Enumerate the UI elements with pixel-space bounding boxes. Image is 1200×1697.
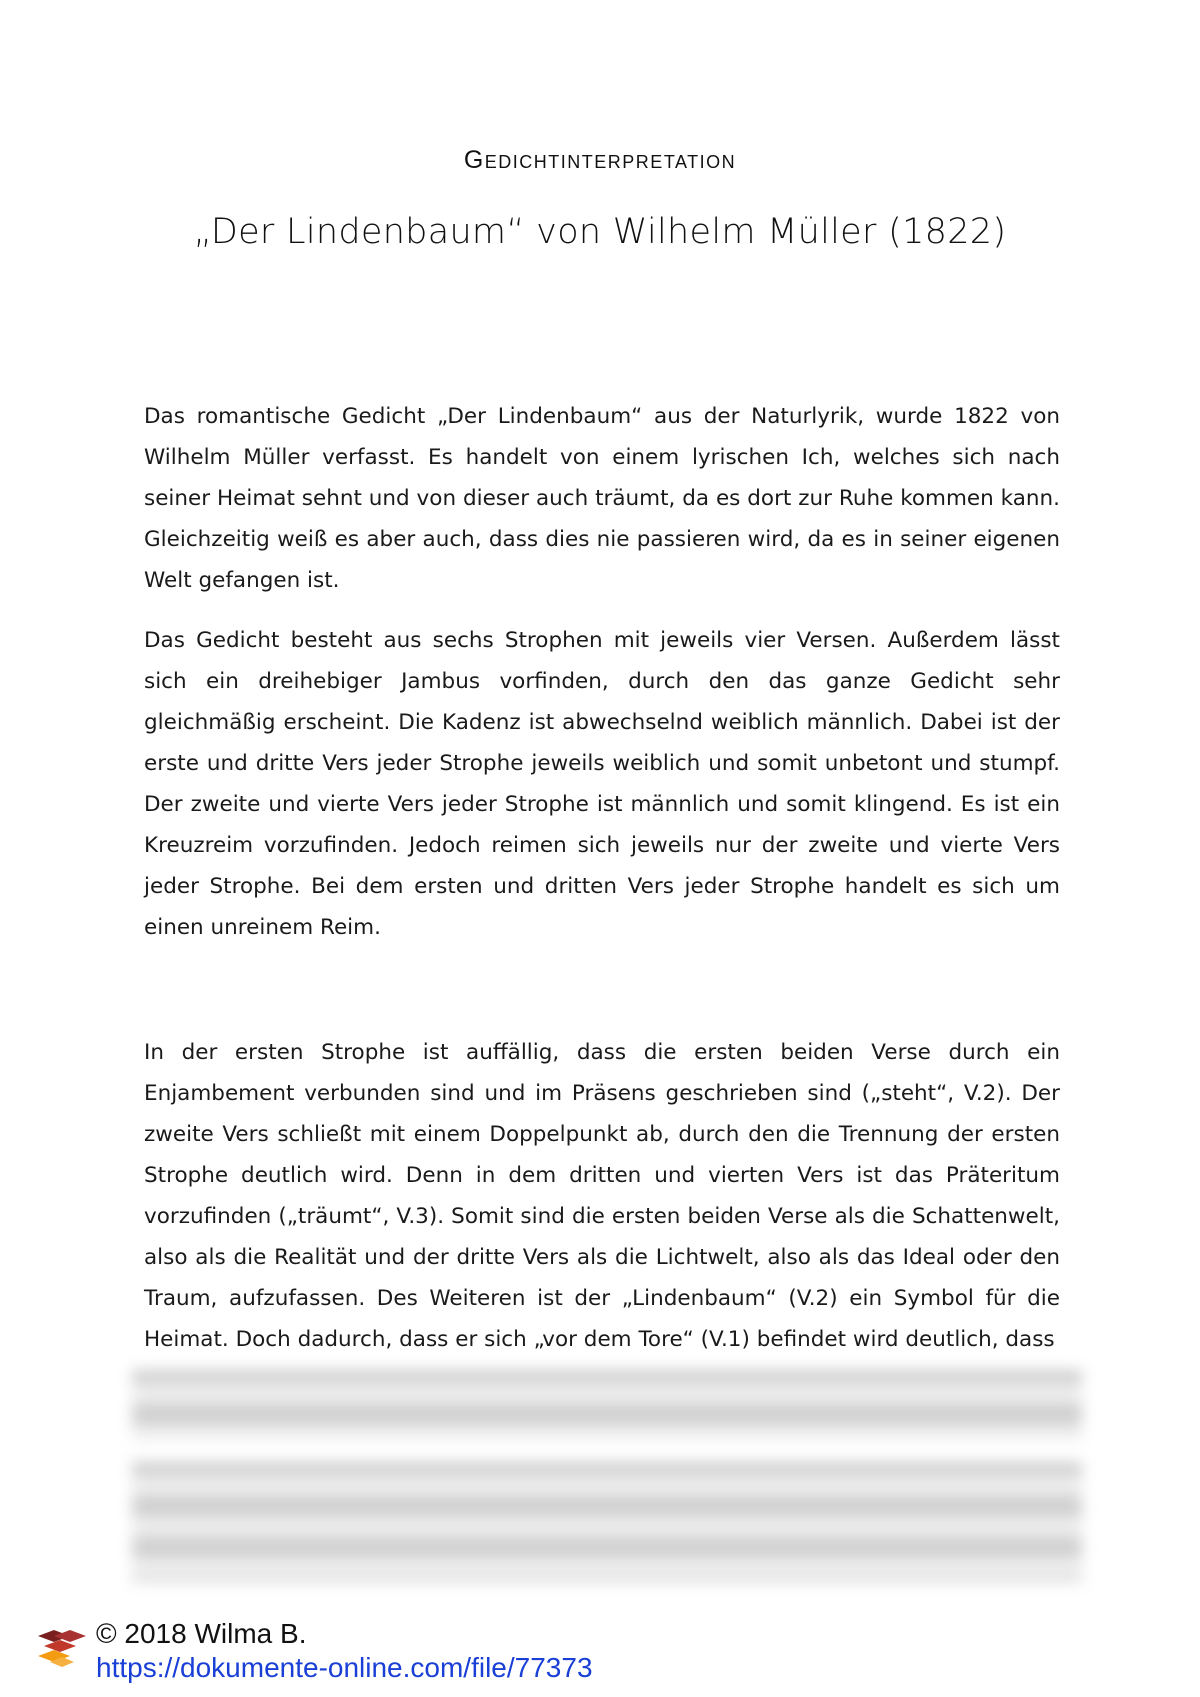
- paragraph-block-analysis: [144, 1032, 1060, 1379]
- paragraph-3: In der ersten Strophe ist auffällig, dass die ersten beiden Verse durch ein Enjambement verbunden sind und im Präsens geschrieben sind („steht“, V.2). Der zweite Vers schließt mit einem Doppelpunkt ab, durch den die Trennung der ersten Strophe deutlich wird. Denn in dem dritten und vierten Vers ist das Präteritum vorzufinden („träumt“, V.3). Somit sind die ersten beiden Verse als die Schattenwelt, also als die Realität und der dritte Vers als die Lichtwelt, also als das Ideal oder den Traum, aufzufassen. Des Weiteren ist der „Lindenbaum“ (V.2) ein Symbol für die Heimat. Doch dadurch, dass er sich „vor dem Tore“ (V.1) befindet wird deutlich, dass: [144, 1040, 1060, 1352]
- source-link[interactable]: https://dokumente-online.com/file/77373: [96, 1652, 593, 1683]
- document-title: „Der Lindenbaum“ von Wilhelm Müller (1822): [193, 212, 1007, 252]
- blurred-text-region: [132, 1462, 1082, 1582]
- paragraph-block-intro: [144, 396, 1060, 967]
- paragraph-1: Das romantische Gedicht „Der Lindenbaum“ aus der Naturlyrik, wurde 1822 von Wilhelm Müller verfasst. Es handelt von einem lyrischen Ich, welches sich nach seiner Heimat sehnt und von dieser auch träumt, da es dort zur Ruhe kommen kann. Gleichzeitig weiß es aber auch, dass dies nie passieren wird, da es in seiner eigenen Welt gefangen ist.: [144, 404, 1060, 593]
- document-kicker: Gedichtinterpretation: [463, 146, 737, 174]
- stacked-diamonds-logo-icon: [36, 1626, 88, 1670]
- page-footer: [36, 1618, 796, 1688]
- blurred-text-region: [132, 1370, 1082, 1440]
- copyright-text: © 2018 Wilma B.: [96, 1618, 307, 1649]
- paragraph-2: Das Gedicht besteht aus sechs Strophen mit jeweils vier Versen. Außerdem lässt sich ein dreihebiger Jambus vorfinden, durch den das ganze Gedicht sehr gleichmäßig erscheint. Die Kadenz ist abwechselnd weiblich männlich. Dabei ist der erste und dritte Vers jeder Strophe jeweils weiblich und somit unbetont und stumpf. Der zweite und vierte Vers jeder Strophe ist männlich und somit klingend. Es ist ein Kreuzreim vorzufinden. Jedoch reimen sich jeweils nur der zweite und vierte Vers jeder Strophe. Bei dem ersten und dritten Vers jeder Strophe handelt es sich um einen unreinem Reim.: [144, 628, 1060, 940]
